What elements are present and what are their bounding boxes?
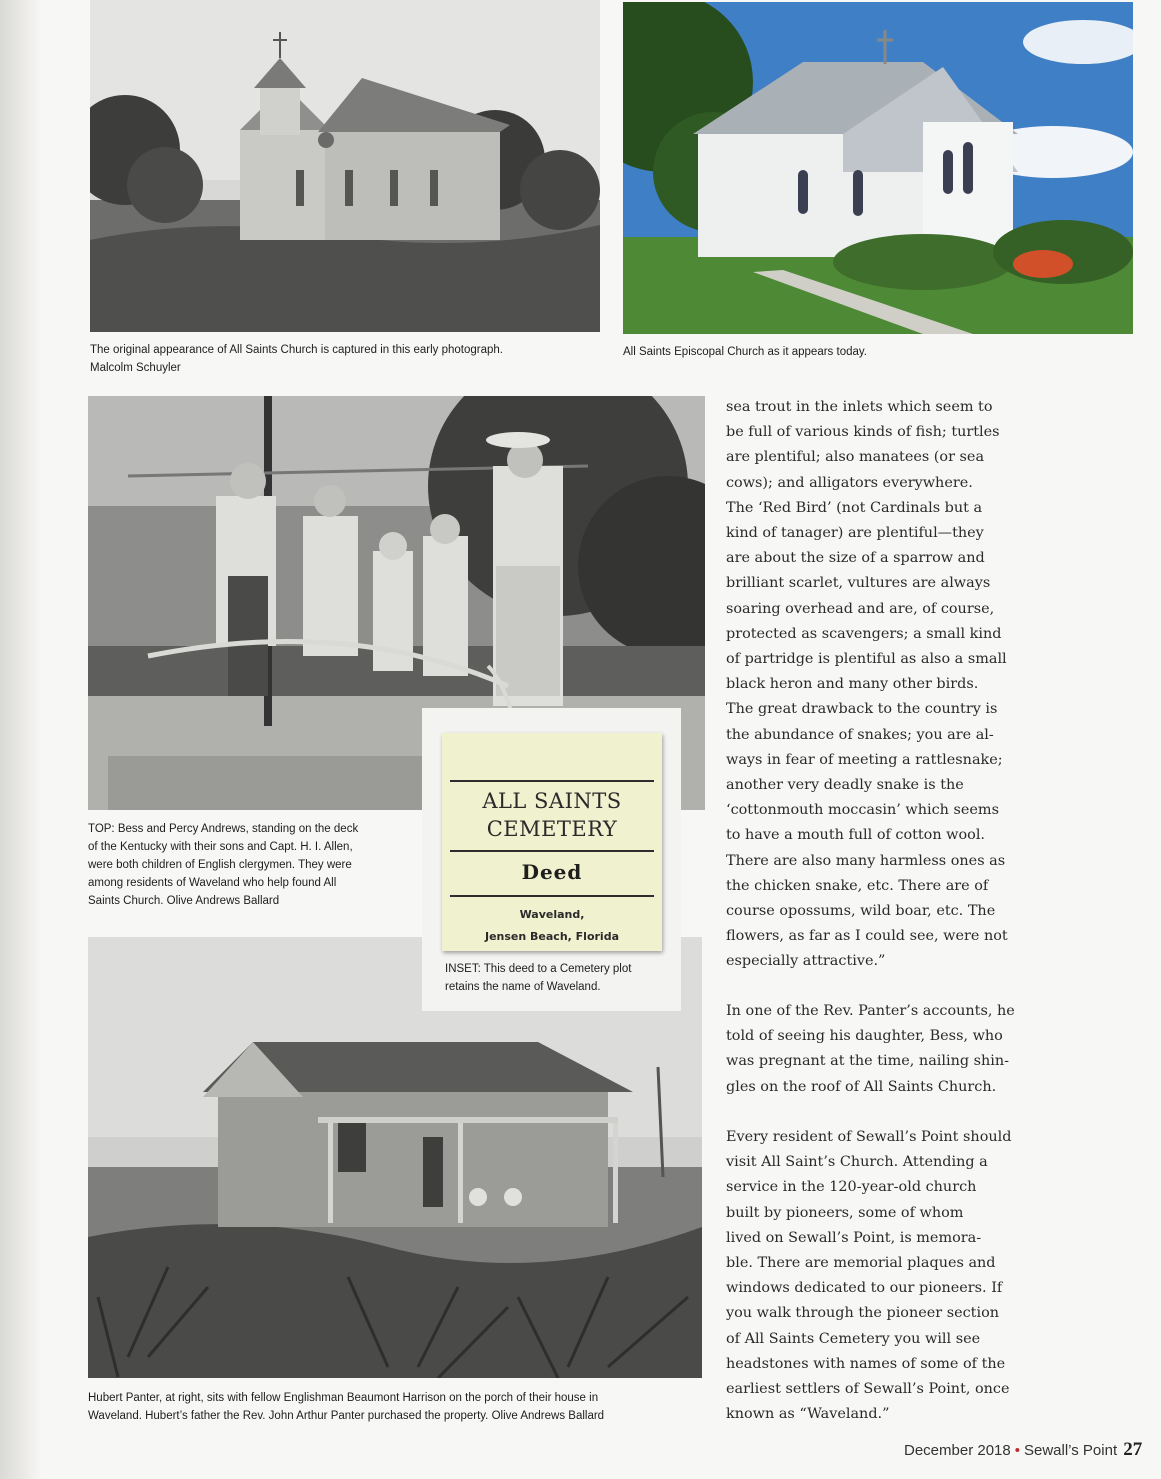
page-number: 27 [1123,1439,1143,1460]
body-paragraph-1: sea trout in the inlets which seem to be full of various kinds of fish; turtles are plentiful; also manatees (or sea cows); and alligators everywhere. The ‘Red Bird’ (not Cardinals but a kind of tanager) are plentiful—they are about the size of a sparrow and brilliant scarlet, vultures are always soaring overhead and are, of course, protected as scavengers; a small kind of partridge is plentiful as also a small black heron and many other birds. The great drawback to the country is the abundance of snakes; you are al- ways in fear of meeting a rattlesnake; another very deadly snake is the ‘cottonmouth moccasin’ which seems to have a mouth full of cotton wool. There are also many harmless ones as the chicken snake, etc. There are of course opossums, wild boar, etc. The flowers, as far as I could see, were not especially attractive.” [726,399,1008,970]
photo-original-church [90,0,600,332]
footer-separator-dot: • [1014,1442,1020,1459]
footer-magazine: Sewall’s Point [1024,1442,1118,1459]
caption-house: Hubert Panter, at right, sits with fellow Englishman Beaumont Harrison on the porch of their house in Waveland. Hubert’s father the Rev. John Arthur Panter purchased the property. Olive Andrews Ballard [88,1392,605,1422]
deed-word: Deed [521,860,583,884]
photo-church-today [623,2,1133,334]
deed-rule [450,780,654,782]
deed-rule [450,895,654,897]
body-paragraph-3: Every resident of Sewall’s Point should visit All Saint’s Church. Attending a service in the 120-year-old church built by pioneers, some of whom lived on Sewall’s Point, is memora- ble. There are memorial plaques and windows dedicated to our pioneers. If you walk through the pioneer section of All Saints Cemetery you will see headstones with names of some of the earliest settlers of Sewall’s Point, once known as “Waveland.” [726,1129,1012,1423]
caption-inset: INSET: This deed to a Cemetery plot retains the name of Waveland. [445,963,632,993]
page-footer [904,1439,1142,1461]
caption-original-church: The original appearance of All Saints Church is captured in this early photograph. Malcolm Schuyler [90,344,503,374]
deed-rule [450,850,654,852]
body-paragraph-2: In one of the Rev. Panter’s accounts, he told of seeing his daughter, Bess, who was pregnant at the time, nailing shin- gles on the roof of All Saints Church. [726,1003,1015,1095]
cemetery-deed-inset [442,733,662,951]
footer-issue: December 2018 [904,1442,1011,1459]
caption-church-today: All Saints Episcopal Church as it appears today. [623,346,867,358]
caption-boat: TOP: Bess and Percy Andrews, standing on the deck of the Kentucky with their sons and Capt. H. I. Allen, were both children of English clergymen. They were among residents of Waveland who help found All Saints Church. Olive Andrews Ballard [88,823,359,907]
deed-title: ALL SAINTS CEMETERY [482,789,622,841]
deed-location: Waveland, Jensen Beach, Florida [484,908,619,943]
page-gutter [0,0,42,1479]
